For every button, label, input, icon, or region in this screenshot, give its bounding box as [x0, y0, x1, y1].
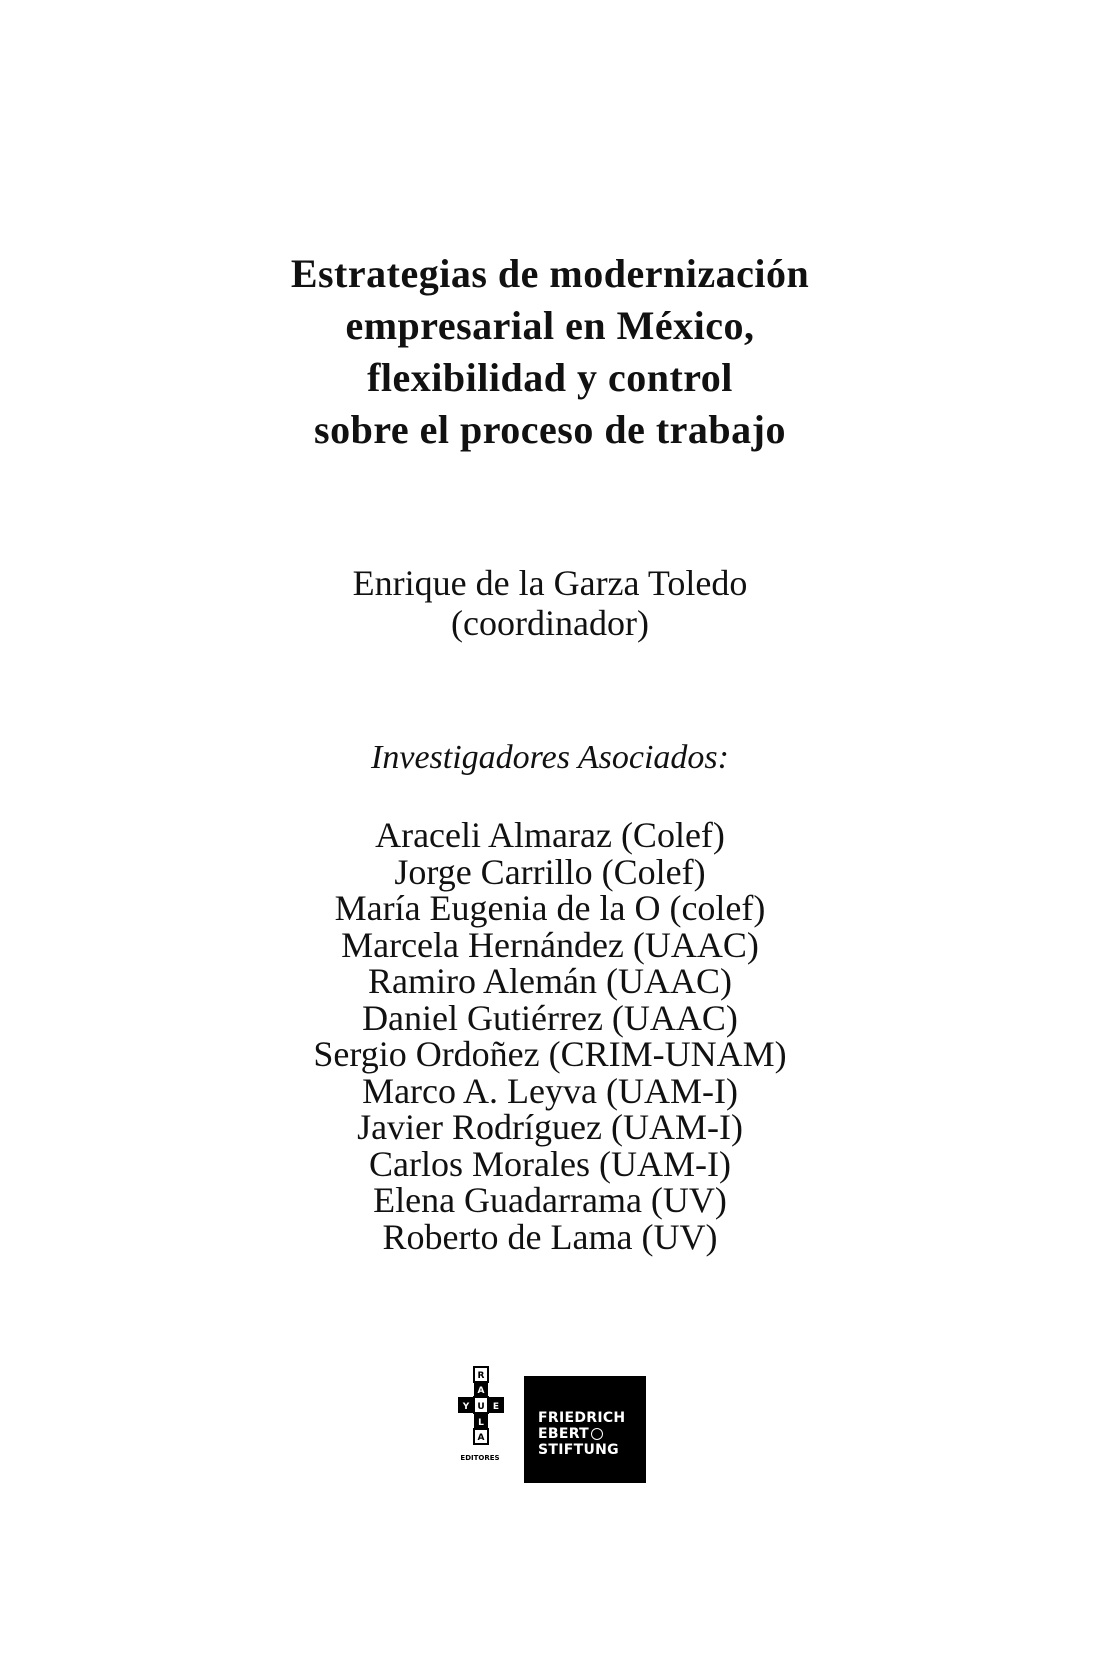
- associates-heading: Investigadores Asociados:: [371, 739, 729, 776]
- associate-name: Marcela Hernández (UAAC): [341, 924, 759, 965]
- raya-editores-logo: [445, 1365, 515, 1495]
- coordinator-block: [150, 563, 950, 643]
- raya-letter-e: E: [492, 1402, 500, 1412]
- title-line: flexibilidad y control: [367, 355, 733, 400]
- associate-name: Carlos Morales (UAM-I): [369, 1143, 731, 1184]
- title-line: Estrategias de modernización: [290, 251, 810, 296]
- title-line: empresarial en México,: [345, 303, 755, 348]
- coordinator-role: (coordinador): [451, 603, 649, 643]
- raya-letter-r: R: [477, 1371, 485, 1381]
- raya-letter-l: L: [478, 1418, 484, 1428]
- fes-line-3: STIFTUNG: [538, 1442, 619, 1458]
- title-line: sobre el proceso de trabajo: [314, 407, 786, 452]
- raya-letter-u: U: [477, 1402, 485, 1412]
- associate-name: Jorge Carrillo (Colef): [394, 851, 706, 892]
- fes-emblem-icon: [591, 1428, 603, 1440]
- associate-name: María Eugenia de la O (colef): [334, 888, 766, 928]
- associate-name: Javier Rodríguez (UAM-I): [357, 1107, 743, 1147]
- associates-list: [150, 817, 950, 1255]
- fes-line-2: EBERT: [538, 1426, 589, 1442]
- raya-letter-a2: A: [477, 1433, 485, 1443]
- associate-name: Daniel Gutiérrez (UAAC): [362, 997, 738, 1038]
- associate-name: Elena Guadarrama (UV): [373, 1180, 727, 1220]
- coordinator-name: Enrique de la Garza Toledo: [352, 563, 748, 603]
- fes-line-1: FRIEDRICH: [538, 1410, 626, 1426]
- raya-letter-a: A: [477, 1386, 485, 1396]
- associate-name: Ramiro Alemán (UAAC): [368, 961, 732, 1001]
- associate-name: Marco A. Leyva (UAM-I): [362, 1070, 738, 1111]
- associate-name: Roberto de Lama (UV): [382, 1216, 718, 1257]
- friedrich-ebert-stiftung-logo: [524, 1376, 646, 1483]
- associate-name: Sergio Ordoñez (CRIM-UNAM): [313, 1034, 787, 1074]
- raya-letter-y: Y: [462, 1402, 470, 1412]
- raya-caption: EDITORES: [460, 1454, 500, 1462]
- associate-name: Araceli Almaraz (Colef): [375, 815, 725, 855]
- book-title: [150, 248, 950, 456]
